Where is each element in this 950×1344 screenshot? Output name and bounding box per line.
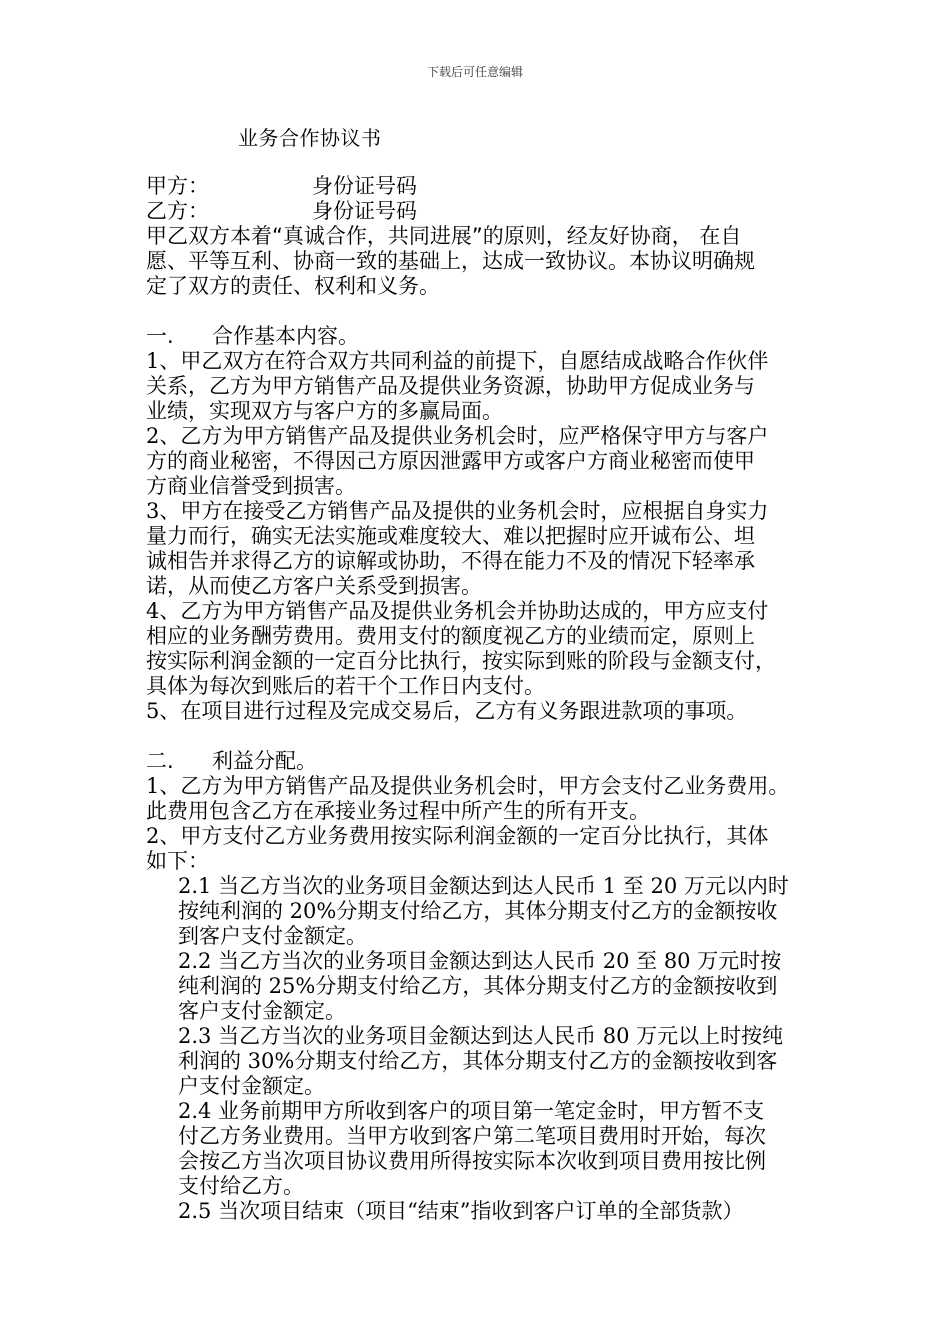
clause-line: 相应的业务酬劳费用。费用支付的额度视乙方的业绩而定，原则上 xyxy=(146,624,755,648)
section-2-title: 利益分配。 xyxy=(212,749,317,773)
intro-paragraph xyxy=(146,224,826,299)
party-b-label: 乙方： xyxy=(146,199,209,223)
party-a-label: 甲方： xyxy=(146,174,209,198)
section-2-item-1 xyxy=(146,774,826,824)
section-1-number: 一. xyxy=(146,324,174,348)
clause-line: 4、乙方为甲方销售产品及提供业务机会并协助达成的，甲方应支付 xyxy=(146,599,769,623)
clause-line: 关系，乙方为甲方销售产品及提供业务资源，协助甲方促成业务与 xyxy=(146,374,755,398)
subclause-line: 利润的 30%分期支付给乙方，其体分期支付乙方的金额按收到客 xyxy=(178,1049,778,1073)
clause-line: 1、乙方为甲方销售产品及提供业务机会时，甲方会支付乙业务费用。 xyxy=(146,774,790,798)
subclause-line: 到客户支付金额定。 xyxy=(178,924,367,948)
spacer xyxy=(146,299,826,324)
subclause-line: 2.2 当乙方当次的业务项目金额达到达人民币 20 至 80 万元时按 xyxy=(178,949,782,973)
clause-line: 按实际利润金额的一定百分比执行，按实际到账的阶段与金额支付， xyxy=(146,649,776,673)
intro-line: 甲乙双方本着“真诚合作，共同进展”的原则，经友好协商， 在自 xyxy=(146,224,742,248)
section-2-item-2 xyxy=(146,824,826,874)
party-b-id-label: 身份证号码 xyxy=(312,199,417,223)
clause-line: 量力而行，确实无法实施或难度较大、难以把握时应开诚布公、坦 xyxy=(146,524,755,548)
section-1-heading xyxy=(146,324,826,349)
section-1-item-1 xyxy=(146,349,826,424)
subclause-line: 2.3 当乙方当次的业务项目金额达到达人民币 80 万元以上时按纯 xyxy=(178,1024,784,1048)
clause-line: 5、在项目进行过程及完成交易后，乙方有义务跟进款项的事项。 xyxy=(146,699,748,723)
section-2-number: 二. xyxy=(146,749,174,773)
section-1-item-4 xyxy=(146,599,826,699)
subclause-2-2 xyxy=(146,949,826,1024)
intro-line: 定了双方的责任、权利和义务。 xyxy=(146,274,440,298)
clause-line: 业绩，实现双方与客户方的多赢局面。 xyxy=(146,399,503,423)
subclause-2-3 xyxy=(146,1024,826,1099)
spacer xyxy=(146,724,826,749)
subclause-2-4 xyxy=(146,1099,826,1199)
clause-line: 方商业信誉受到损害。 xyxy=(146,474,356,498)
clause-line: 2、乙方为甲方销售产品及提供业务机会时，应严格保守甲方与客户 xyxy=(146,424,769,448)
subclause-line: 会按乙方当次项目协议费用所得按实际本次收到项目费用按比例 xyxy=(178,1149,766,1173)
section-1-item-2 xyxy=(146,424,826,499)
section-1-title: 合作基本内容。 xyxy=(212,324,359,348)
section-1-item-3 xyxy=(146,499,826,599)
subclause-line: 支付给乙方。 xyxy=(178,1174,304,1198)
subclause-line: 纯利润的 25%分期支付给乙方，其体分期支付乙方的金额按收到 xyxy=(178,974,778,998)
party-a-id-label: 身份证号码 xyxy=(312,174,417,198)
clause-line: 具体为每次到账后的若干个工作日内支付。 xyxy=(146,674,545,698)
header-note: 下载后可任意编辑 xyxy=(426,65,523,79)
subclause-line: 按纯利润的 20%分期支付给乙方，其体分期支付乙方的金额按收 xyxy=(178,899,778,923)
subclause-line: 户支付金额定。 xyxy=(178,1074,325,1098)
subclause-line: 客户支付金额定。 xyxy=(178,999,346,1023)
subclause-line: 付乙方务业费用。当甲方收到客户第二笔项目费用时开始，每次 xyxy=(178,1124,766,1148)
subclause-line: 2.1 当乙方当次的业务项目金额达到达人民币 1 至 20 万元以内时 xyxy=(178,874,789,898)
party-a-line xyxy=(146,174,826,199)
clause-line: 1、甲乙双方在符合双方共同利益的前提下，自愿结成战略合作伙伴 xyxy=(146,349,769,373)
clause-line: 方的商业秘密，不得因己方原因泄露甲方或客户方商业秘密而使甲 xyxy=(146,449,755,473)
subclause-line: 2.4 业务前期甲方所收到客户的项目第一笔定金时，甲方暂不支 xyxy=(178,1099,765,1123)
document-body xyxy=(146,174,826,1224)
party-b-line xyxy=(146,199,826,224)
subclause-line: 2.5 当次项目结束（项目“结束”指收到客户订单的全部货款） xyxy=(178,1199,744,1223)
section-2-heading xyxy=(146,749,826,774)
clause-line: 2、甲方支付乙方业务费用按实际利润金额的一定百分比执行，其体 xyxy=(146,824,769,848)
section-1-item-5 xyxy=(146,699,826,724)
document-title: 业务合作协议书 xyxy=(238,126,382,150)
clause-line: 此费用包含乙方在承接业务过程中所产生的所有开支。 xyxy=(146,799,650,823)
clause-line: 诺，从而使乙方客户关系受到损害。 xyxy=(146,574,482,598)
clause-line: 诚相告并求得乙方的谅解或协助，不得在能力不及的情况下轻率承 xyxy=(146,549,755,573)
clause-line: 3、甲方在接受乙方销售产品及提供的业务机会时，应根据自身实力 xyxy=(146,499,769,523)
clause-line: 如下： xyxy=(146,849,209,873)
intro-line: 愿、平等互利、协商一致的基础上，达成一致协议。本协议明确规 xyxy=(146,249,755,273)
subclause-2-5 xyxy=(146,1199,826,1224)
subclause-2-1 xyxy=(146,874,826,949)
